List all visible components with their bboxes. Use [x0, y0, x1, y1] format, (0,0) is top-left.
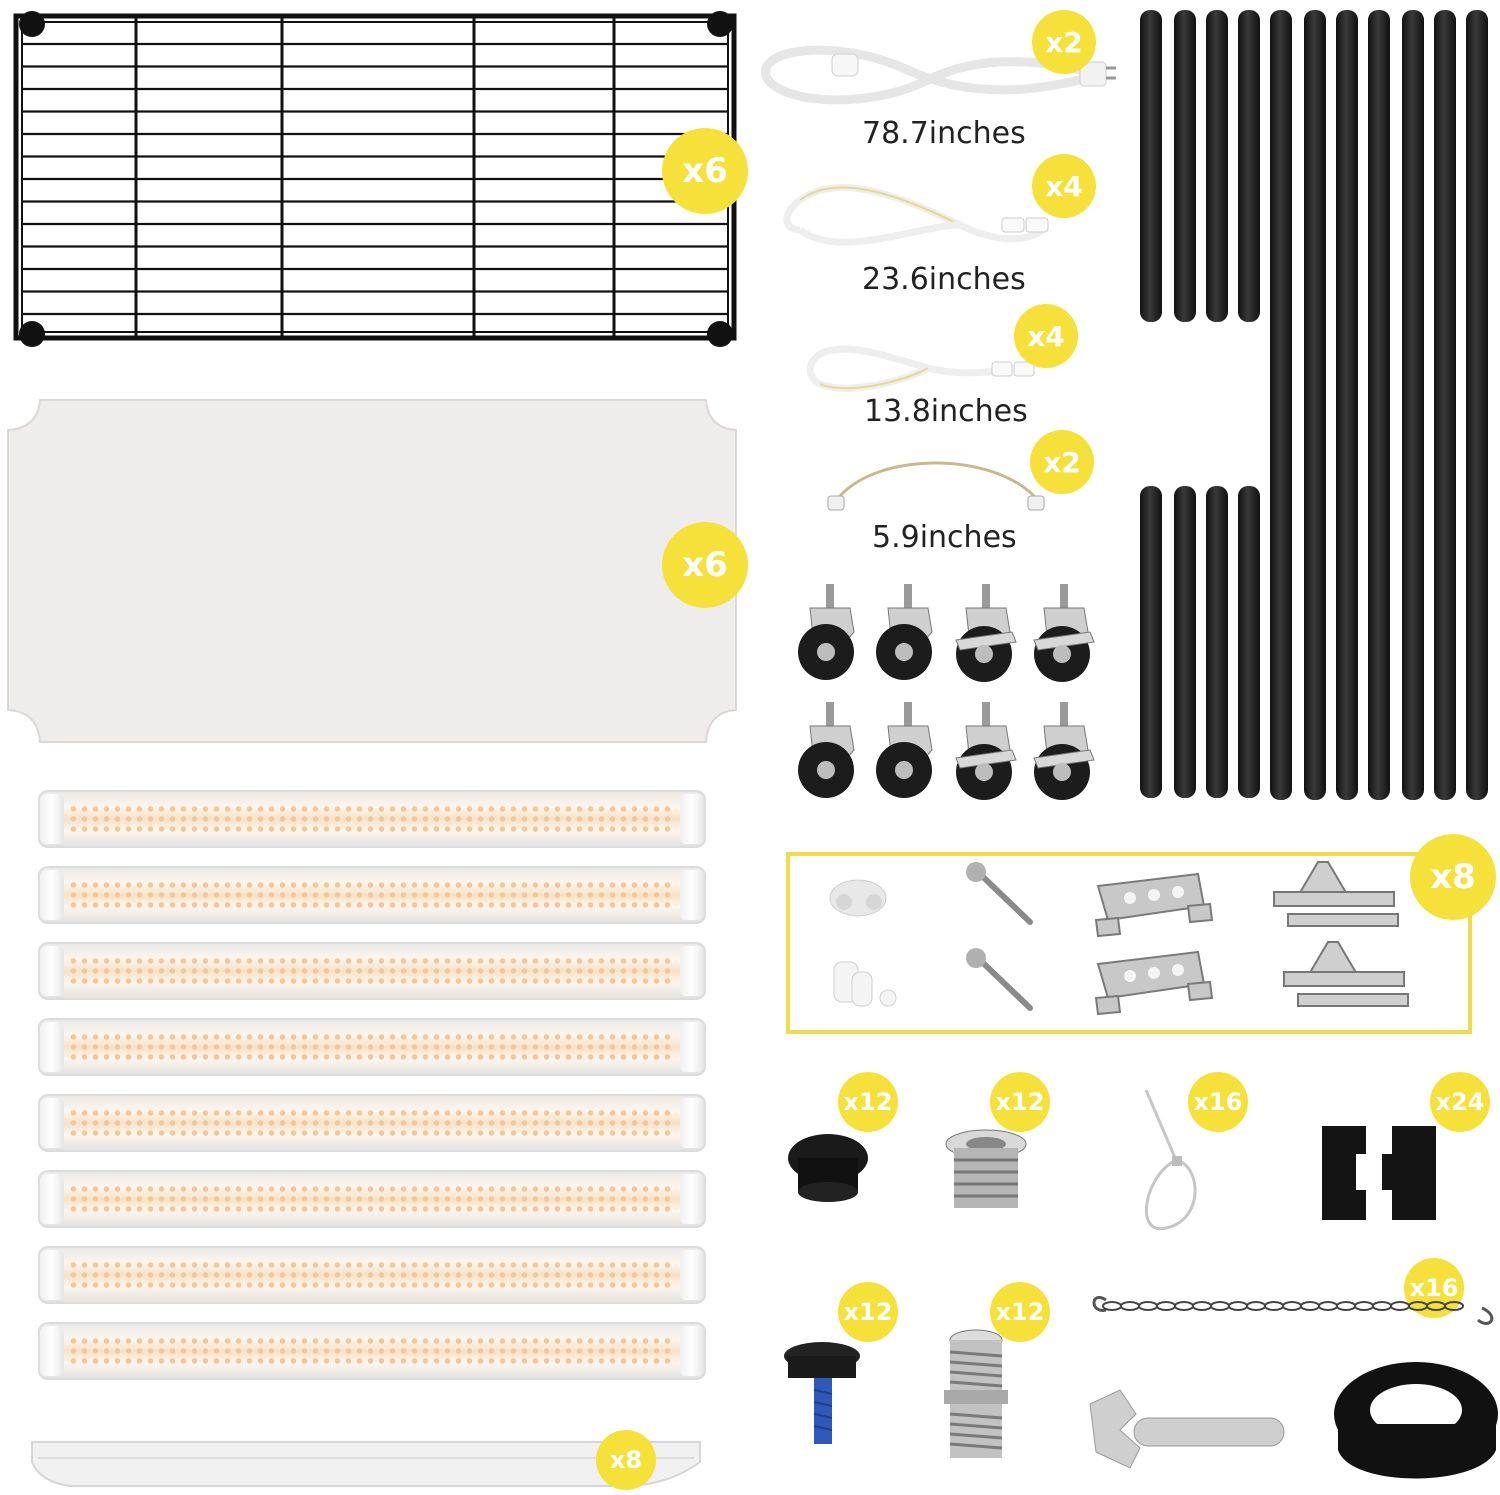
long-pole: [1466, 10, 1488, 800]
wire-shelf-image: [4, 2, 744, 362]
led-tube: [38, 1322, 706, 1380]
led-tube: [38, 942, 706, 1000]
medium-connector-cable-quantity-badge: x4: [1014, 304, 1078, 368]
velcro-strap-roll-image: [1330, 1354, 1500, 1494]
long-pole: [1368, 10, 1390, 800]
clips-quantity-badge: x24: [1430, 1072, 1490, 1132]
shelf-liner-image: [6, 398, 746, 748]
long-pole: [1402, 10, 1424, 800]
hardware-kit-quantity-badge: x8: [1410, 834, 1496, 920]
threaded-connector-image: [940, 1328, 1020, 1468]
leveling-foot-image: [782, 1338, 872, 1458]
long-connector-cable-quantity-badge: x4: [1032, 154, 1096, 218]
zip-tie-image: [1124, 1086, 1224, 1236]
long-pole: [1270, 10, 1292, 800]
chains-quantity-badge: x16: [1404, 1258, 1464, 1318]
end-caps-quantity-badge: x12: [838, 1072, 898, 1132]
caster-wheels-image: [796, 584, 1106, 814]
short-connector-cable-quantity-badge: x2: [1030, 430, 1094, 494]
shelf-clip-image: [1316, 1120, 1446, 1230]
wrench-image: [1090, 1390, 1300, 1480]
hanging-chain-image: [1090, 1290, 1500, 1330]
short-pole: [1174, 486, 1196, 798]
leveling-feet-quantity-badge: x12: [838, 1282, 898, 1342]
short-pole: [1140, 486, 1162, 798]
led-tube: [38, 1018, 706, 1076]
led-tube: [38, 866, 706, 924]
short-pole: [1140, 10, 1162, 322]
short-pole: [1206, 10, 1228, 322]
led-tube: [38, 1170, 706, 1228]
short-connector-cable-image: [820, 452, 1060, 522]
medium-connector-cable-image: [808, 340, 1048, 400]
long-pole: [1304, 10, 1326, 800]
led-tube: [38, 1094, 706, 1152]
power-cord-quantity-badge: x2: [1032, 10, 1096, 74]
long-connector-cable-length: 23.6inches: [862, 262, 1026, 297]
led-tube: [38, 790, 706, 848]
long-connector-cable-image: [780, 170, 1060, 260]
long-pole: [1434, 10, 1456, 800]
short-pole: [1238, 10, 1260, 322]
led-tube: [38, 1246, 706, 1304]
long-pole: [1336, 10, 1358, 800]
wire-shelf-quantity-badge: x6: [662, 128, 748, 214]
pole-end-cap-image: [778, 1128, 878, 1208]
hardware-kit-items-image: [818, 862, 1438, 1022]
short-pole: [1174, 10, 1196, 322]
sleeves-quantity-badge: x12: [990, 1072, 1050, 1132]
short-pole: [1206, 486, 1228, 798]
short-connector-cable-length: 5.9inches: [872, 520, 1017, 555]
reflector-strip-quantity-badge: x8: [596, 1430, 656, 1490]
shelf-liner-quantity-badge: x6: [662, 522, 748, 608]
medium-connector-cable-length: 13.8inches: [864, 394, 1028, 429]
short-pole: [1238, 486, 1260, 798]
threaded-sleeve-image: [944, 1130, 1034, 1220]
power-cord-length: 78.7inches: [862, 116, 1026, 151]
connectors-quantity-badge: x12: [990, 1282, 1050, 1342]
zip-ties-quantity-badge: x16: [1188, 1072, 1248, 1132]
